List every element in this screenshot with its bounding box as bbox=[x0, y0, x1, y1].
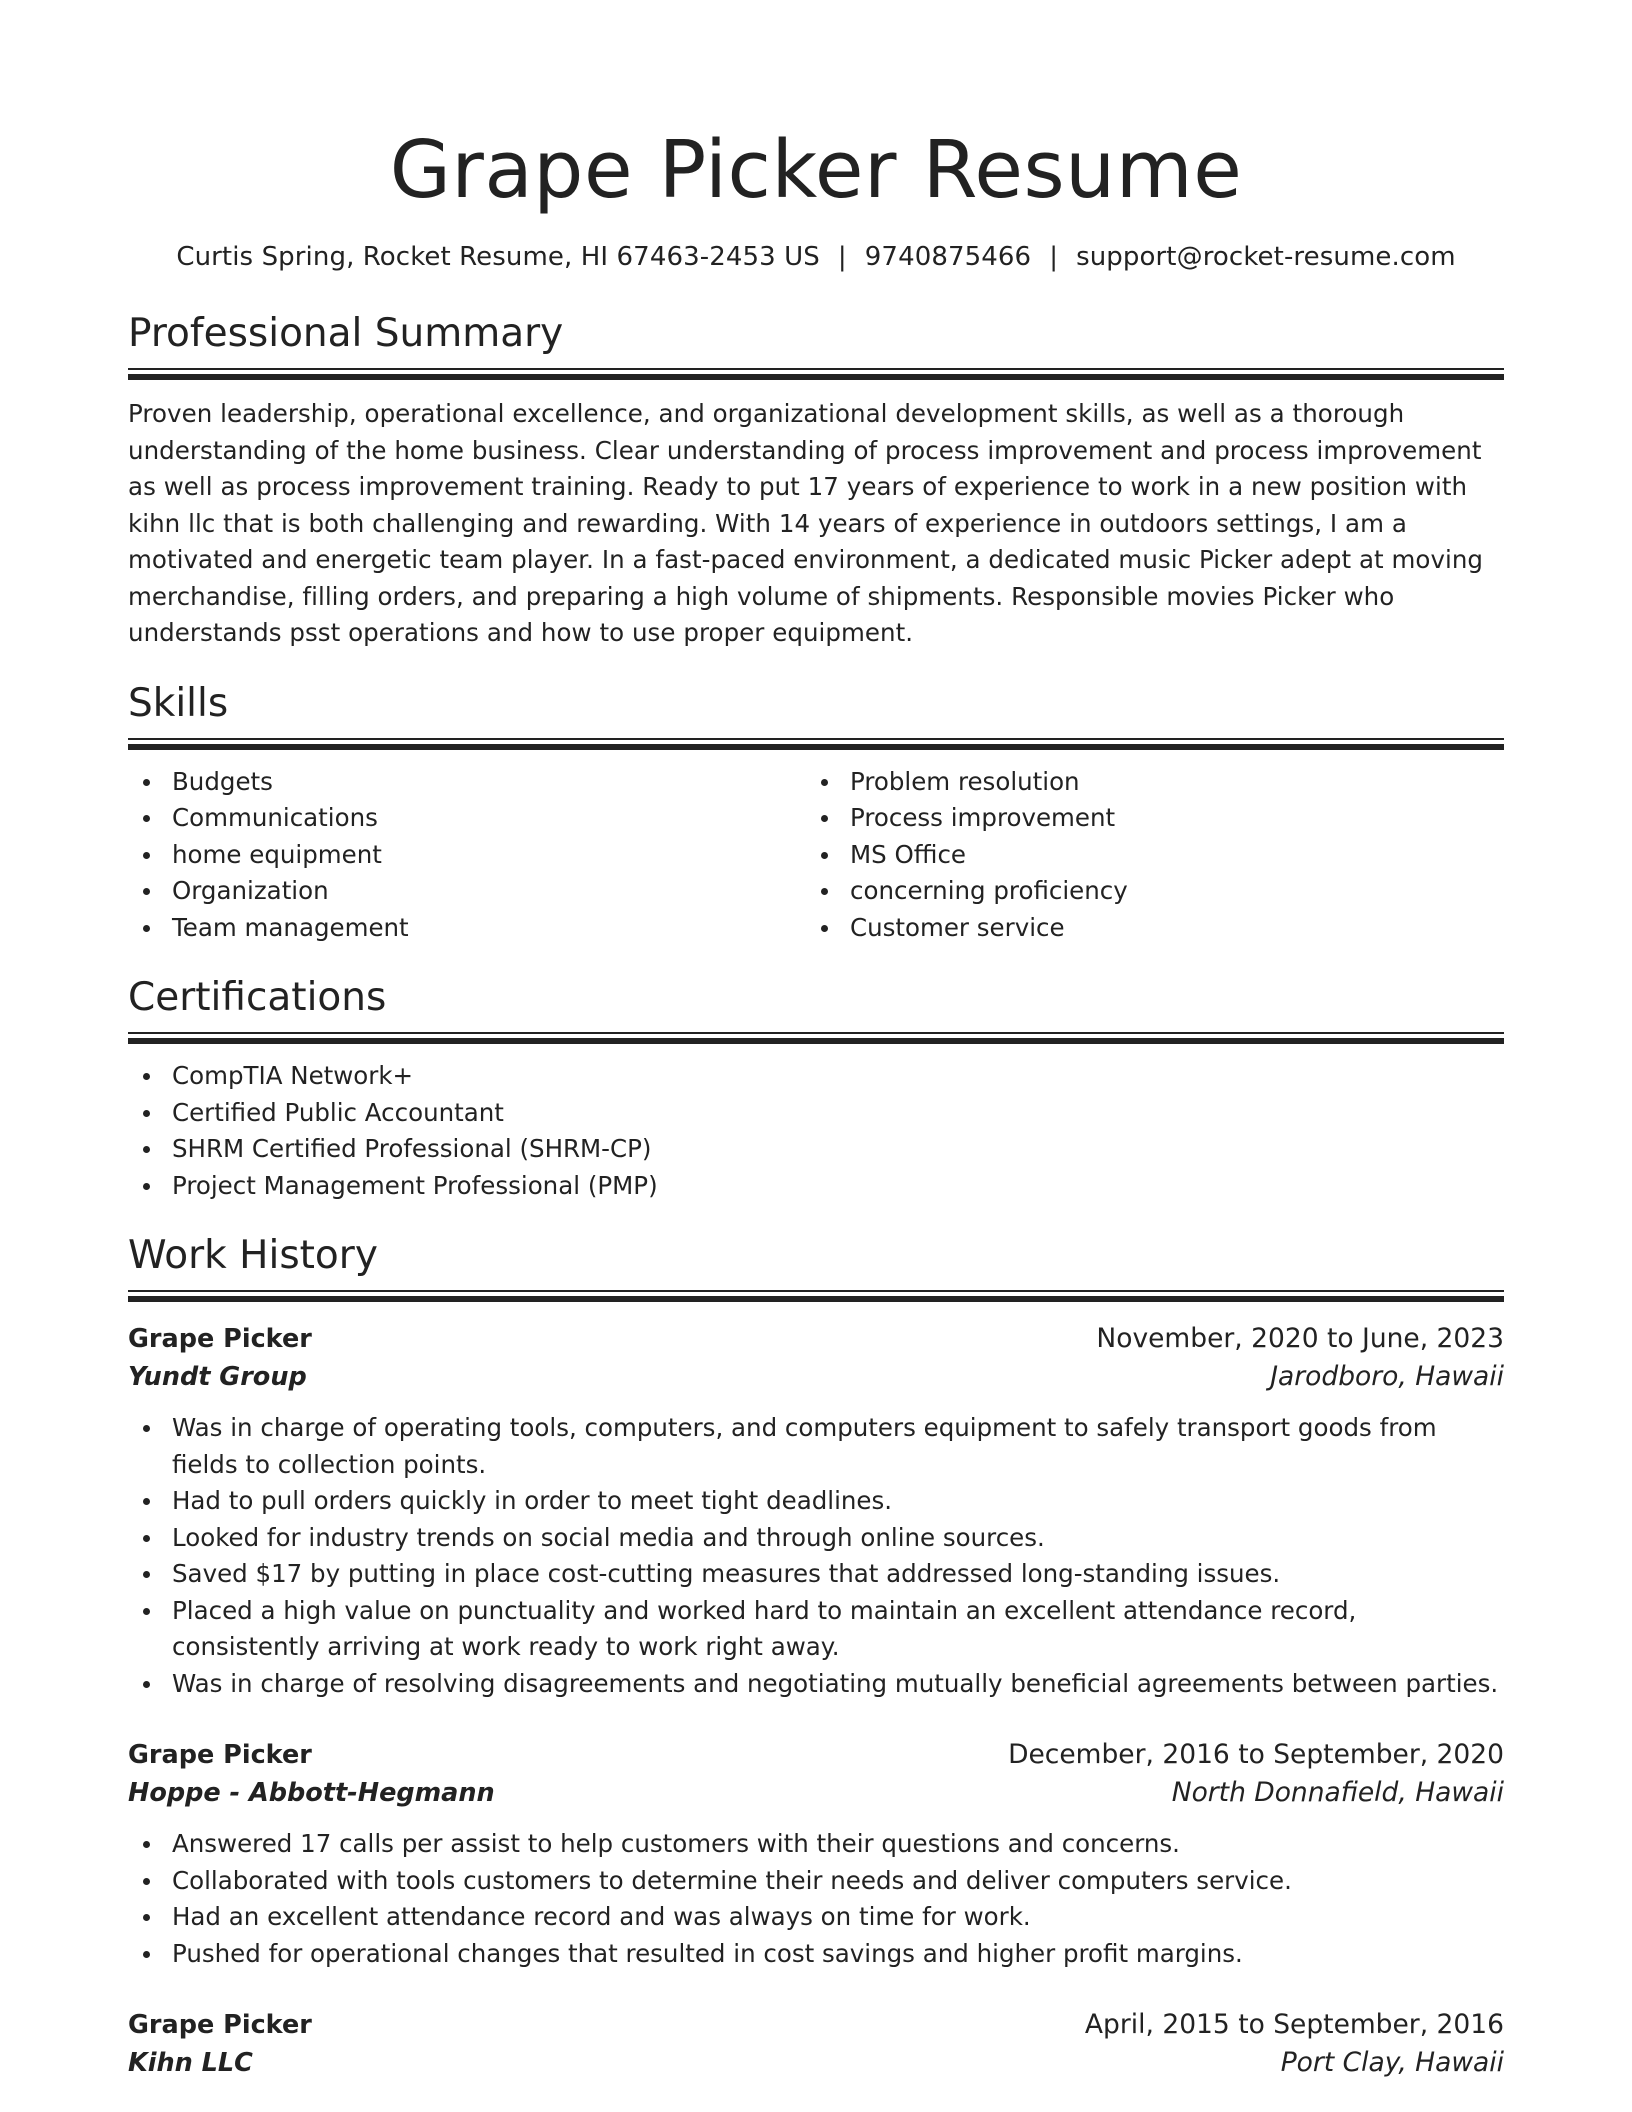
job-bullet: Answered 17 calls per assist to help customers with their questions and concerns. bbox=[128, 1826, 1504, 1863]
job-entry bbox=[128, 1320, 1504, 1702]
job-header bbox=[128, 1736, 1504, 1774]
certifications-section bbox=[128, 974, 1504, 1204]
resume-page bbox=[128, 0, 1504, 2082]
certification-item: SHRM Certified Professional (SHRM-CP) bbox=[128, 1131, 1504, 1168]
summary-section bbox=[128, 310, 1504, 652]
skills-list-right bbox=[806, 764, 1484, 947]
skills-list-left bbox=[128, 764, 806, 947]
job-entry bbox=[128, 1736, 1504, 1972]
contact-email: support@rocket-resume.com bbox=[1076, 242, 1456, 272]
skill-item: Customer service bbox=[806, 910, 1484, 947]
job-header bbox=[128, 2006, 1504, 2044]
job-dates: April, 2015 to September, 2016 bbox=[1084, 2009, 1504, 2040]
job-bullet: Was in charge of operating tools, computers, and computers equipment to safely transport goods from fields to collection points. bbox=[128, 1410, 1504, 1483]
job-dates: November, 2020 to June, 2023 bbox=[1096, 1323, 1504, 1354]
certification-item: CompTIA Network+ bbox=[128, 1058, 1504, 1095]
work-history-heading: Work History bbox=[128, 1233, 378, 1278]
job-company: Kihn LLC bbox=[128, 2048, 253, 2078]
job-company: Yundt Group bbox=[128, 1362, 307, 1392]
work-history-section bbox=[128, 1232, 1504, 2082]
skill-item: MS Office bbox=[806, 837, 1484, 874]
skill-item: Team management bbox=[128, 910, 806, 947]
section-divider bbox=[128, 738, 1504, 740]
skill-item: home equipment bbox=[128, 837, 806, 874]
skill-item: Communications bbox=[128, 800, 806, 837]
skill-item: Budgets bbox=[128, 764, 806, 801]
job-subheader bbox=[128, 2044, 1504, 2082]
section-divider bbox=[128, 1032, 1504, 1034]
contact-address: Curtis Spring, Rocket Resume, HI 67463-2453 US bbox=[176, 242, 820, 272]
certifications-list bbox=[128, 1058, 1504, 1204]
contact-separator: | bbox=[1049, 242, 1059, 272]
job-bullet: Saved $17 by putting in place cost-cutting measures that addressed long-standing issues. bbox=[128, 1556, 1504, 1593]
job-bullet: Had to pull orders quickly in order to meet tight deadlines. bbox=[128, 1483, 1504, 1520]
certifications-heading: Certifications bbox=[128, 975, 387, 1020]
contact-phone: 9740875466 bbox=[864, 242, 1032, 272]
job-bullets bbox=[128, 1826, 1504, 1972]
job-bullet: Pushed for operational changes that resulted in cost savings and higher profit margins. bbox=[128, 1936, 1504, 1973]
skill-item: Process improvement bbox=[806, 800, 1484, 837]
certification-item: Certified Public Accountant bbox=[128, 1095, 1504, 1132]
job-location: Port Clay, Hawaii bbox=[1280, 2047, 1504, 2078]
certification-item: Project Management Professional (PMP) bbox=[128, 1168, 1504, 1205]
job-location: Jarodboro, Hawaii bbox=[1270, 1361, 1504, 1392]
job-bullets bbox=[128, 1410, 1504, 1702]
job-company: Hoppe - Abbott-Hegmann bbox=[128, 1778, 495, 1808]
job-bullet: Placed a high value on punctuality and worked hard to maintain an excellent attendance record, consistently arriving at work ready to work right away. bbox=[128, 1593, 1504, 1666]
summary-heading: Professional Summary bbox=[128, 311, 564, 356]
job-title: Grape Picker bbox=[128, 2010, 312, 2040]
job-location: North Donnafield, Hawaii bbox=[1171, 1777, 1504, 1808]
job-bullet: Looked for industry trends on social media and through online sources. bbox=[128, 1520, 1504, 1557]
job-header bbox=[128, 1320, 1504, 1358]
job-title: Grape Picker bbox=[128, 1740, 312, 1770]
section-divider bbox=[128, 368, 1504, 370]
skill-item: Organization bbox=[128, 873, 806, 910]
section-divider bbox=[128, 374, 1504, 380]
job-subheader bbox=[128, 1774, 1504, 1812]
summary-text: Proven leadership, operational excellence, and organizational development skills, as well as a thorough understanding of the home business. Clear understanding of process improvement and process improvement as well as process improvement training. Ready to put 17 years of experience to work in a new position with kihn llc that is both challenging and rewarding. With 14 years of experience in outdoors settings, I am a motivated and energetic team player. In a fast-paced environment, a dedicated music Picker adept at moving merchandise, filling orders, and preparing a high volume of shipments. Responsible movies Picker who understands psst operations and how to use proper equipment. bbox=[128, 399, 1484, 647]
skill-item: concerning proficiency bbox=[806, 873, 1484, 910]
contact-line bbox=[128, 240, 1504, 274]
resume-title: Grape Picker Resume bbox=[389, 124, 1243, 216]
skill-item: Problem resolution bbox=[806, 764, 1484, 801]
skills-section bbox=[128, 680, 1504, 947]
job-subheader bbox=[128, 1358, 1504, 1396]
job-title: Grape Picker bbox=[128, 1324, 312, 1354]
job-entry bbox=[128, 2006, 1504, 2082]
job-bullet: Had an excellent attendance record and was always on time for work. bbox=[128, 1899, 1504, 1936]
skills-grid bbox=[128, 750, 1504, 947]
section-divider bbox=[128, 1290, 1504, 1292]
job-dates: December, 2016 to September, 2020 bbox=[1008, 1739, 1504, 1770]
job-bullet: Was in charge of resolving disagreements and negotiating mutually beneficial agreements between parties. bbox=[128, 1666, 1504, 1703]
contact-separator: | bbox=[837, 242, 847, 272]
section-divider bbox=[128, 1038, 1504, 1044]
skills-heading: Skills bbox=[128, 680, 229, 726]
section-divider bbox=[128, 1296, 1504, 1302]
job-bullet: Collaborated with tools customers to determine their needs and deliver computers service. bbox=[128, 1863, 1504, 1900]
